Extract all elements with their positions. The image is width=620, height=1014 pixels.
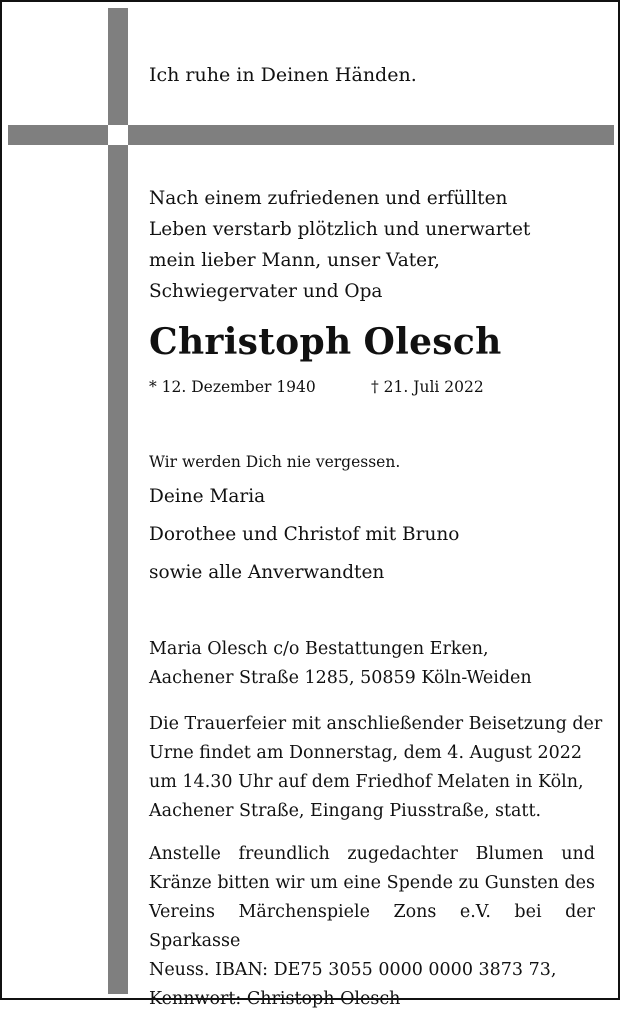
deceased-name xyxy=(149,321,502,363)
address-line: Aachener Straße 1285, 50859 Köln-Weiden xyxy=(149,668,532,688)
cross-center-square xyxy=(108,125,128,145)
motto: Ich ruhe in Deinen Händen. xyxy=(149,64,417,86)
donation-line: Anstelle freundlich zugedachter Blumen und xyxy=(149,844,595,864)
contact-address xyxy=(149,635,532,693)
cross-vertical-bar xyxy=(108,8,128,994)
birth-date: * 12. Dezember 1940 xyxy=(149,378,316,396)
cross-horizontal-bar xyxy=(8,125,614,145)
donation-line: Kränze bitten wir um eine Spende zu Gunsten des xyxy=(149,873,595,893)
family-member: Dorothee und Christof mit Bruno xyxy=(149,524,460,545)
intro-line: Nach einem zufriedenen und erfüllten xyxy=(149,188,508,209)
intro-line: Schwiegervater und Opa xyxy=(149,281,383,302)
intro-line: Leben verstarb plötzlich und unerwartet xyxy=(149,219,531,240)
address-line: Maria Olesch c/o Bestattungen Erken, xyxy=(149,639,489,659)
donation-line: Vereins Märchenspiele Zons e.V. bei der Sparkasse xyxy=(149,902,595,951)
intro-text xyxy=(149,183,530,307)
last-name: Olesch xyxy=(363,321,502,363)
funeral-info xyxy=(149,710,602,826)
family-member: Deine Maria xyxy=(149,486,266,507)
funeral-line: Aachener Straße, Eingang Piusstraße, statt. xyxy=(149,801,542,821)
donation-line: Kennwort: Christoph Olesch xyxy=(149,989,401,1009)
funeral-line: Urne findet am Donnerstag, dem 4. August 2022 xyxy=(149,743,583,763)
donation-info xyxy=(149,840,595,1014)
intro-line: mein lieber Mann, unser Vater, xyxy=(149,250,440,271)
funeral-line: um 14.30 Uhr auf dem Friedhof Melaten in Köln, xyxy=(149,772,584,792)
donation-line: Neuss. IBAN: DE75 3055 0000 0000 3873 73, xyxy=(149,960,557,980)
funeral-line: Die Trauerfeier mit anschließender Beisetzung der xyxy=(149,714,603,734)
death-date: † 21. Juli 2022 xyxy=(371,378,484,396)
remembrance-line: Wir werden Dich nie vergessen. xyxy=(149,453,401,471)
family-member: sowie alle Anverwandten xyxy=(149,562,385,583)
first-name: Christoph xyxy=(149,321,352,363)
